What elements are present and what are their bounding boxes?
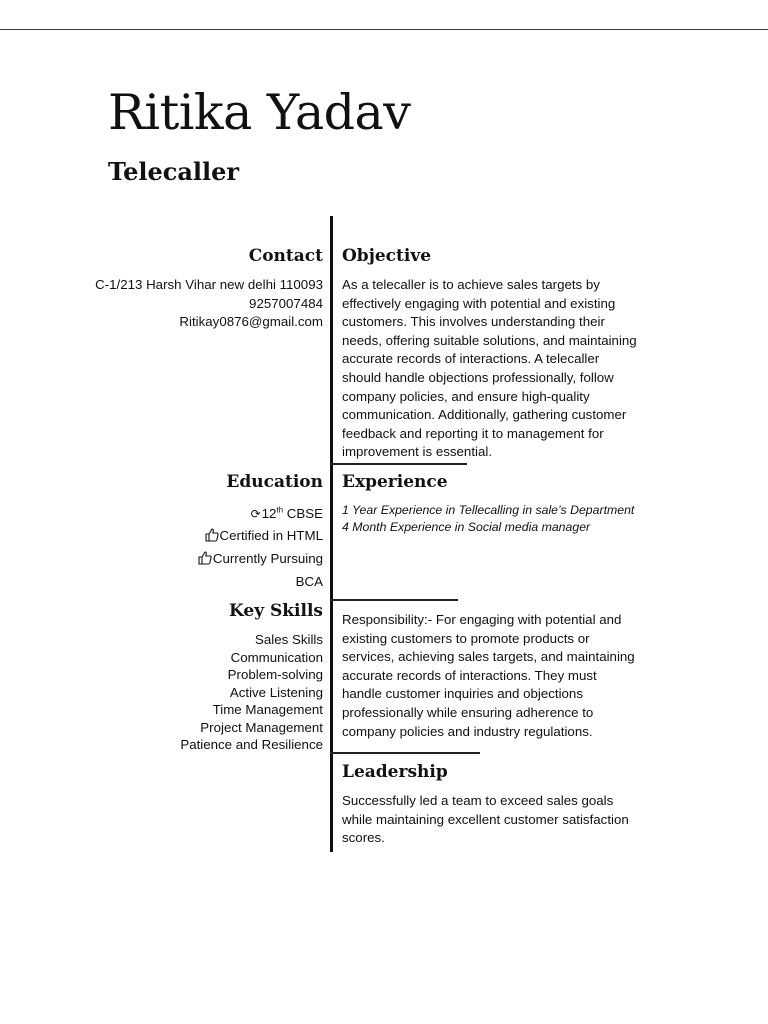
candidate-name: Ritika Yadav	[108, 84, 411, 141]
objective-line: customers. This involves understanding their	[342, 314, 605, 330]
skill-item: Project Management	[200, 719, 323, 735]
objective-line: effectively engaging with potential and existing	[342, 295, 616, 311]
skill-item: Sales Skills	[255, 632, 323, 647]
skill-item: Active Listening	[229, 684, 323, 700]
top-divider	[0, 29, 768, 30]
objective-line: feedback and reporting it to management for	[342, 425, 604, 441]
leadership-line: Successfully led a team to exceed sales goals	[342, 793, 614, 808]
objective-line: needs, offering suitable solutions, and maintaining	[342, 332, 637, 348]
education-heading: Education	[226, 472, 323, 492]
experience-list	[342, 502, 672, 536]
contact-heading: Contact	[248, 246, 323, 266]
contact-details	[95, 276, 323, 332]
leadership-heading: Leadership	[342, 762, 448, 782]
skill-item: Problem-solving	[227, 667, 323, 682]
responsibility-line: Responsibility:- For engaging with potential and	[342, 612, 622, 627]
responsibility-line: company policies and industry regulations.	[342, 723, 593, 739]
responsibility-text	[342, 611, 672, 741]
skill-item: Patience and Resilience	[180, 737, 323, 752]
responsibility-line: professionally while ensuring adherence to	[342, 704, 594, 720]
thumbs-up-icon	[205, 527, 219, 548]
education-item: Certified in HTML	[198, 525, 323, 548]
education-list	[198, 503, 323, 592]
contact-address: C-1/213 Harsh Vihar new delhi 110093	[95, 277, 323, 292]
education-item: BCA	[295, 574, 323, 589]
column-divider	[330, 216, 333, 852]
responsibility-line: existing customers to promote products or	[342, 630, 590, 646]
section-divider-experience	[330, 463, 467, 465]
key-skills-heading: Key Skills	[228, 601, 323, 621]
education-item: ⟳12th CBSE	[198, 503, 323, 525]
contact-email: Ritikay0876@gmail.com	[179, 314, 323, 330]
skill-item: Time Management	[212, 702, 323, 717]
objective-line: As a telecaller is to achieve sales targets by	[342, 277, 600, 292]
objective-line: should handle objections professionally, follow	[342, 369, 614, 385]
experience-item: 1 Year Experience in Tellecalling in sale’s Department	[342, 503, 635, 517]
objective-heading: Objective	[342, 246, 432, 266]
section-divider-responsibility	[330, 599, 458, 601]
leadership-line: while maintaining excellent customer satisfaction	[342, 811, 629, 827]
thumbs-up-icon	[198, 550, 212, 571]
objective-text	[342, 276, 672, 462]
experience-item: 4 Month Experience in Social media manager	[342, 520, 591, 534]
education-item: Currently Pursuing	[198, 548, 323, 571]
section-divider-leadership	[330, 752, 480, 754]
objective-line: communication. Additionally, gathering customer	[342, 407, 627, 423]
objective-line: accurate records of interactions. A telecaller	[342, 351, 600, 367]
objective-line: improvement is essential.	[342, 444, 493, 460]
responsibility-line: accurate records of interactions. They must	[342, 667, 597, 683]
experience-heading: Experience	[342, 472, 448, 492]
key-skills-list	[180, 631, 323, 754]
objective-line: company policies, and ensure high-quality	[342, 388, 590, 404]
responsibility-line: handle customer inquiries and objections	[342, 686, 583, 702]
contact-phone: 9257007484	[249, 295, 323, 311]
leadership-text	[342, 792, 672, 848]
rotate-icon: ⟳	[250, 507, 261, 521]
responsibility-line: services, achieving sales targets, and maintaining	[342, 649, 635, 665]
skill-item: Communication	[230, 649, 323, 665]
leadership-line: scores.	[342, 830, 385, 846]
job-title: Telecaller	[108, 157, 240, 186]
